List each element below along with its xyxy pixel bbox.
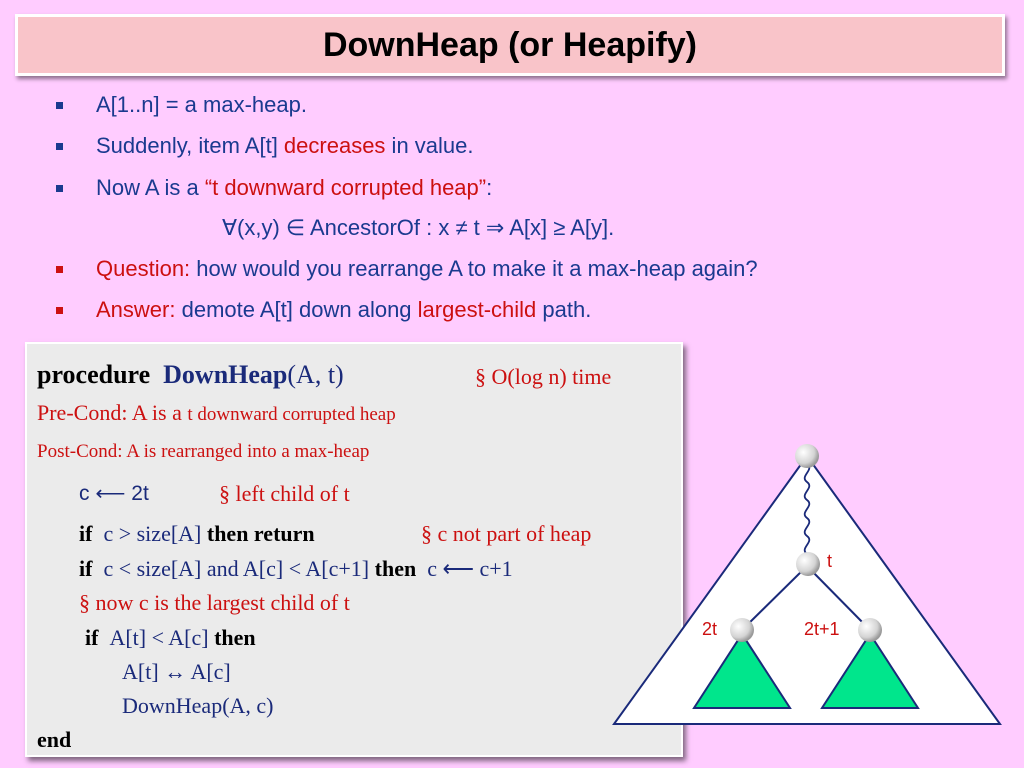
comment-largest-child: § now c is the largest child of t [79,590,350,615]
label-2t-plus-1: 2t+1 [804,619,840,639]
bullet-1 [96,92,307,118]
procedure-name: DownHeap [163,360,288,389]
bullet-3-post: : [486,175,493,200]
root-node [795,444,819,468]
if-keyword: if [85,625,99,650]
bounds-condition: c > size[A] [103,521,202,546]
line-swap: A[t] ↔ A[c] [122,659,231,684]
bullet-5-post-2: path. [536,297,592,322]
title-banner [15,14,1005,76]
bullet-2-emphasis: decreases [283,133,386,158]
bullet-3-emphasis: “t downward corrupted heap” [204,175,487,200]
bullet-2 [96,133,474,159]
slide-title: DownHeap (or Heapify) [322,25,698,64]
label-2t: 2t [702,619,718,639]
bullet-3 [96,175,492,201]
line-bounds-check [79,521,315,547]
bullet-1-text: A[1..n] = a max-heap. [96,92,307,117]
line-compare-parent [85,625,256,651]
bullet-marker [56,307,63,314]
bullet-2-post: in value. [385,133,474,158]
label-t: t [827,551,833,571]
bullet-marker [56,143,63,150]
comment-left-child: § left child of t [219,481,350,506]
if-keyword: if [79,521,93,546]
bullet-4 [96,256,758,282]
end-keyword: end [37,727,72,752]
bullet-3-pre: Now A is a [96,175,205,200]
pseudocode-box [25,342,683,757]
complexity-comment: § O(log n) time [475,364,612,389]
heap-tree-diagram [612,440,1012,740]
assign-right-child: c ⟵ c+1 [427,556,513,581]
bullet-5-post: demote A[t] down along [175,297,418,322]
comment-not-in-heap: § c not part of heap [421,521,592,546]
then-keyword: then [374,556,417,581]
then-keyword: then [214,625,256,650]
line-assign-left-child: c ⟵ 2t [79,482,149,505]
bullet-2-pre: Suddenly, item A[t] [96,133,284,158]
bullet-marker [56,266,63,273]
then-return-keyword: then return [206,521,315,546]
procedure-keyword: procedure [37,360,151,389]
ancestor-formula: ∀(x,y) ∈ AncestorOf : x ≠ t ⇒ A[x] ≥ A[y]. [222,215,615,240]
bullet-4-post: how would you rearrange A to make it a max-heap again? [190,256,758,281]
bullet-5-emphasis: Answer: [96,297,176,322]
node-2t [730,618,754,642]
node-2t-plus-1 [858,618,882,642]
heap-outline-triangle [614,456,1000,724]
bullet-5 [96,297,591,323]
procedure-header [37,360,344,390]
bullet-4-emphasis: Question: [96,256,191,281]
procedure-args: (A, t) [287,360,344,389]
compare-children-condition: c < size[A] and A[c] < A[c+1] [103,556,370,581]
pre-condition-body: t downward corrupted heap [187,404,396,425]
line-recursive-call: DownHeap(A, c) [122,693,274,718]
line-pick-larger-child [79,556,513,582]
pre-condition-label: Pre-Cond: A is a [37,400,188,425]
bullet-marker [56,185,63,192]
if-keyword: if [79,556,93,581]
pre-condition [37,400,396,426]
compare-parent-condition: A[t] < A[c] [109,625,209,650]
post-condition: Post-Cond: A is rearranged into a max-heap [37,441,370,462]
bullet-5-emphasis-2: largest-child [417,297,537,322]
node-t [796,552,820,576]
bullet-marker [56,102,63,109]
